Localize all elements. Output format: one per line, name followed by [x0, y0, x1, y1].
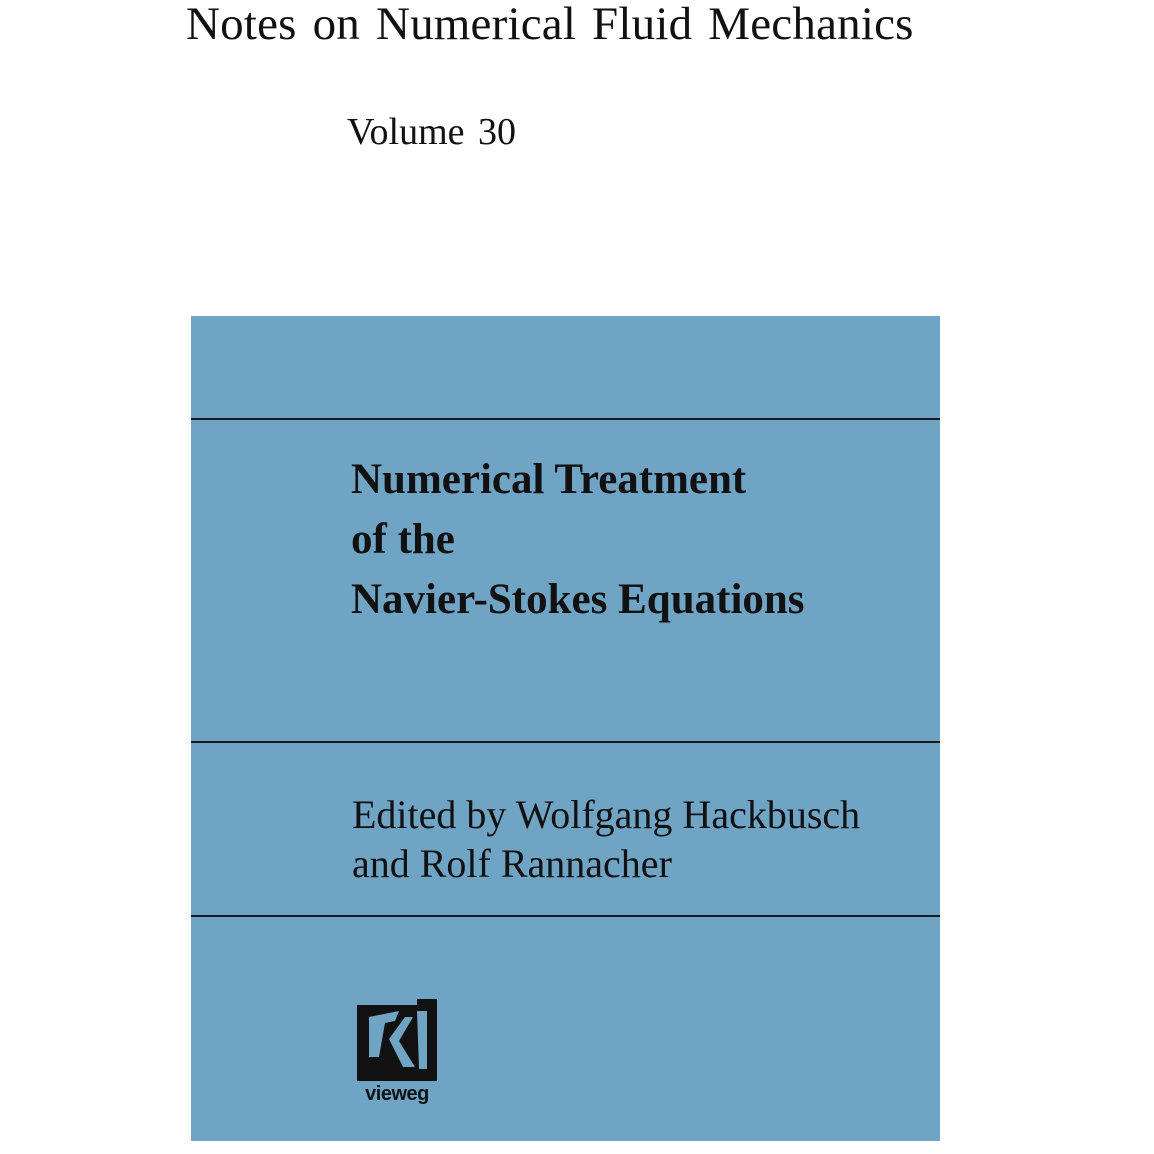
editors-line-2: and Rolf Rannacher	[352, 841, 672, 886]
editors-line-1: Edited by Wolfgang Hackbusch	[352, 792, 861, 837]
divider-middle	[191, 741, 940, 743]
publisher-name: vieweg	[365, 1083, 429, 1105]
book-title	[351, 450, 805, 630]
divider-top	[191, 418, 940, 420]
volume-label: Volume 30	[347, 111, 517, 153]
book-title-line-1: Numerical Treatment	[351, 456, 747, 503]
editors	[352, 790, 860, 888]
vieweg-logo-icon	[355, 997, 439, 1083]
cover-panel	[191, 316, 940, 1141]
series-title: Notes on Numerical Fluid Mechanics	[186, 0, 914, 50]
publisher-logo	[355, 997, 439, 1107]
divider-bottom	[191, 915, 940, 917]
book-title-line-2: of the	[351, 516, 455, 563]
book-title-line-3: Navier-Stokes Equations	[351, 576, 805, 623]
